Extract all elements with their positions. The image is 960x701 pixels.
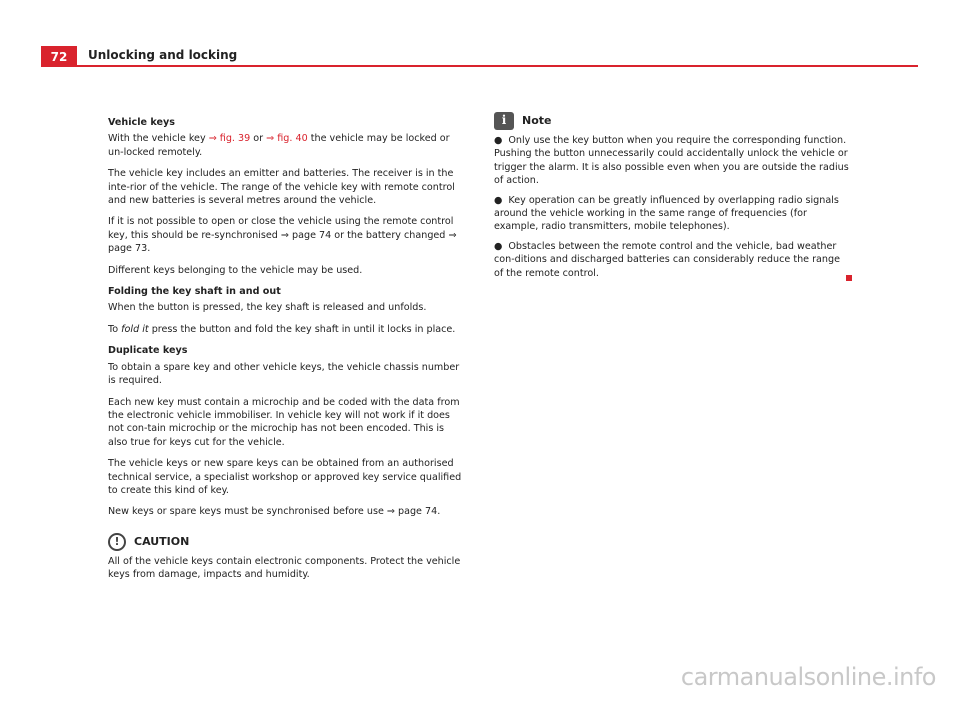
vehicle-keys-paragraph-1 [108, 132, 466, 159]
figure-39-link[interactable]: ⇒ fig. 39 [208, 133, 251, 145]
caution-header [108, 533, 466, 551]
folding-paragraph-2 [108, 323, 466, 336]
vehicle-keys-paragraph-4: Different keys belonging to the vehicle may be used. [108, 264, 363, 276]
right-column [494, 112, 852, 285]
watermark: carmanualsonline.info [680, 663, 936, 691]
page-title: Unlocking and locking [88, 48, 238, 62]
left-column [108, 112, 466, 590]
page-number: 72 [41, 46, 77, 67]
header-rule [41, 65, 918, 67]
duplicate-paragraph-3: The vehicle keys or new spare keys can be obtained from an authorised technical service, a specialist workshop or approved key service qualified to create this kind of key. [108, 458, 462, 496]
note-item-2 [494, 194, 852, 234]
note-item-text: Key operation can be greatly influenced by overlapping radio signals around the vehicle working in the same range of frequencies (for example, radio transmitters, mobile telephones). [494, 194, 839, 233]
page-header [41, 46, 918, 67]
vehicle-keys-paragraph-3: If it is not possible to open or close the vehicle using the remote control key, this should be re-synchronised ⇒ page 74 or the battery changed ⇒ page 73. [108, 216, 457, 255]
caution-icon: ! [108, 533, 126, 551]
text-run: the vehicle may be locked or un-locked remotely. [108, 133, 450, 158]
text-run: To [108, 323, 122, 335]
note-item-1 [494, 134, 852, 188]
emphasis-text: fold it [121, 323, 149, 335]
note-item-text: Only use the key button when you require the corresponding function. Pushing the button unnecessarily could accidentally unlock the vehicle or trigger the alarm. It is also possible even when you are outside the radius of action. [494, 135, 849, 187]
duplicate-paragraph-4: New keys or spare keys must be synchronised before use ⇒ page 74. [108, 506, 441, 518]
vehicle-keys-paragraph-2: The vehicle key includes an emitter and batteries. The receiver is in the inte-rior of the vehicle. The range of the vehicle key with remote control and new batteries is several metres around the vehicle. [108, 168, 455, 207]
duplicate-paragraph-1: To obtain a spare key and other vehicle keys, the vehicle chassis number is required. [108, 361, 460, 387]
figure-40-link[interactable]: ⇒ fig. 40 [266, 133, 308, 145]
duplicate-heading: Duplicate keys [108, 345, 188, 357]
duplicate-paragraph-2: Each new key must contain a microchip and be coded with the data from the electronic vehicle immobiliser. In vehicle key will not work if it does not con-tain microchip or the microchip has not been encoded. This is also true for keys cut for the vehicle. [108, 396, 460, 448]
note-item-text: Obstacles between the remote control and the vehicle, bad weather con-ditions and discharged batteries can considerably reduce the range of the remote control. [494, 240, 841, 279]
bullet-icon: ● [494, 194, 503, 206]
section-end-icon [846, 275, 852, 281]
text-run: or [250, 133, 267, 145]
caution-text: All of the vehicle keys contain electronic components. Protect the vehicle keys from damage, impacts and humidity. [108, 555, 461, 581]
text-run: press the button and fold the key shaft in until it locks in place. [148, 323, 456, 335]
info-icon: i [494, 112, 514, 130]
vehicle-keys-heading: Vehicle keys [108, 117, 175, 128]
bullet-icon: ● [494, 135, 503, 146]
note-title: Note [522, 114, 552, 128]
caution-title: CAUTION [134, 535, 190, 549]
text-run: With the vehicle key [108, 133, 209, 145]
note-header [494, 112, 852, 130]
folding-paragraph-1: When the button is pressed, the key shaft is released and unfolds. [108, 302, 427, 314]
folding-heading: Folding the key shaft in and out [108, 286, 281, 298]
bullet-icon: ● [494, 240, 503, 252]
